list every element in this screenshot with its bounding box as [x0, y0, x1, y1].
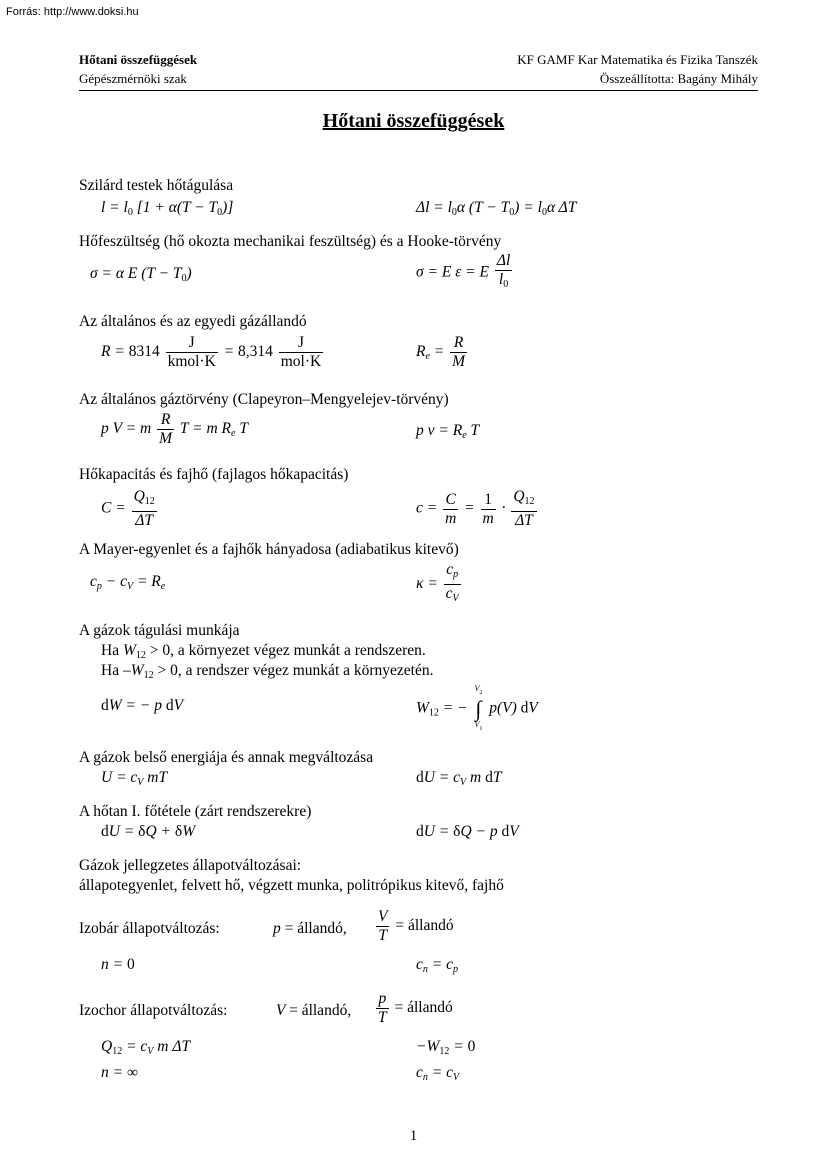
formula-work-differential: dW = − p dV: [101, 697, 184, 714]
formula-universal-gas-constant: R = 8314 J kmol·K = 8,314 J mol·K: [101, 334, 322, 370]
formula-isobaric-ratio: $\frac{V}{T}$ = állandó: [378, 908, 454, 944]
formula-isochoric-work: $-W_{12} = 0$: [416, 1038, 476, 1057]
formula-internal-energy: $U = c_V$ mT: [101, 769, 168, 788]
formula-isochoric-condition: V = állandó,: [276, 1002, 352, 1019]
section-gas-constant: Az általános és az egyedi gázállandó: [79, 313, 307, 330]
formula-thermal-stress: σ = α E $(T - T_0)$: [90, 265, 192, 284]
formula-isochoric-specific-heat: $c_n = c_V$: [416, 1064, 460, 1083]
section-thermal-stress: Hőfeszültség (hő okozta mechanikai feszültség) és a Hooke-törvény: [79, 233, 502, 250]
section-first-law: A hőtan I. főtétele (zárt rendszerekre): [79, 803, 312, 820]
formula-specific-gas-constant: $R_e$ = $\frac{R}{M}$: [416, 334, 466, 370]
value-R-mol: 8,314: [238, 343, 273, 361]
unit-J-1: J: [166, 334, 218, 353]
formula-length-change: $\Delta l = l_0\alpha$ $(T - T_0) = l_0\alpha$ ΔT: [416, 199, 577, 218]
page-number: 1: [409, 1128, 418, 1144]
formula-isobaric-condition: p = állandó,: [273, 920, 347, 937]
formula-isochoric-heat: $Q_{12} = c_V$ m ΔT: [101, 1038, 191, 1057]
formula-isochoric-exponent: n = ∞: [101, 1064, 139, 1081]
header-right-author: Összeállította: Bagány Mihály: [599, 71, 758, 86]
header-left-subtitle: Gépészmérnöki szak: [79, 71, 187, 86]
section-changes-line1: Gázok jellegzetes állapotváltozásai:: [79, 857, 302, 874]
formula-hooke: σ = E ε = E $\frac{\Delta l}{l_0}$: [416, 252, 511, 290]
work-note-1: Ha $W_{12} > 0$, a környezet végez munkát a rendszeren.: [101, 642, 426, 661]
value-R-kmol: 8314: [128, 343, 160, 361]
formula-adiabatic-exponent: κ = $\frac{c_p}{c_V}$: [416, 561, 459, 604]
section-isochoric: Izochor állapotváltozás:: [79, 1002, 228, 1019]
section-thermal-expansion: Szilárd testek hőtágulása: [79, 177, 234, 194]
unit-molK: mol·K: [280, 353, 322, 370]
section-work: A gázok tágulási munkája: [79, 622, 240, 639]
section-internal-energy: A gázok belső energiája és annak megváltozása: [79, 749, 374, 766]
formula-internal-energy-change: dU = $c_V$ m dT: [416, 769, 502, 788]
formula-isochoric-ratio: $\frac{p}{T}$ = állandó: [378, 990, 453, 1026]
formula-mayer: $c_p - c_V = R_e$: [90, 573, 166, 592]
formula-isobaric-specific-heat: $c_n = c_p$: [416, 956, 458, 975]
section-mayer: A Mayer-egyenlet és a fajhők hányadosa (adiabatikus kitevő): [79, 541, 459, 558]
formula-gas-law-specific: p $v = R_e$ T: [416, 422, 480, 441]
formula-heat-capacity: C = $\frac{Q_{12}}{\Delta T}$: [101, 488, 155, 529]
section-heat-capacity: Hőkapacitás és fajhő (fajlagos hőkapacitás): [79, 466, 349, 483]
source-note: Forrás: http://www.doksi.hu: [6, 6, 139, 18]
unit-J-2: J: [279, 334, 323, 353]
page-title: Hőtani összefüggések: [322, 110, 505, 132]
work-note-2: Ha $-W_{12} > 0$, a rendszer végez munkát a környezetén.: [101, 662, 434, 681]
formula-gas-law-general: p V = m $\frac{R}{M}$ T = m $R_e$ T: [101, 411, 248, 447]
formula-isobaric-exponent: n = 0: [101, 956, 135, 973]
formula-specific-heat: c = $\frac{C}{m}$ = $\frac{1}{m}$ · $\frac{Q_{12}}{\Delta T}$: [416, 488, 535, 529]
header-left-title: Hőtani összefüggések: [79, 52, 198, 67]
header-rule: [79, 90, 758, 91]
formula-first-law-volume-work: dU = δQ − p dV: [416, 823, 519, 840]
formula-work-integral: $W_{12}$ = − $V_2$ ∫ $V_1$ p(V) dV: [416, 684, 538, 732]
formula-first-law-general: dU = δQ + δW: [101, 823, 196, 840]
header-right-institution: KF GAMF Kar Matematika és Fizika Tanszék: [517, 52, 758, 67]
section-isobaric: Izobár állapotváltozás:: [79, 920, 220, 937]
section-changes-line2: állapotegyenlet, felvett hő, végzett munka, politrópikus kitevő, fajhő: [79, 877, 504, 894]
formula-linear-expansion: $l = l_0$ $[1 + \alpha(T - T_0)]$: [101, 199, 234, 218]
unit-kmolK: kmol·K: [167, 353, 216, 370]
section-gas-law: Az általános gáztörvény (Clapeyron–Mengyelejev-törvény): [79, 391, 449, 408]
